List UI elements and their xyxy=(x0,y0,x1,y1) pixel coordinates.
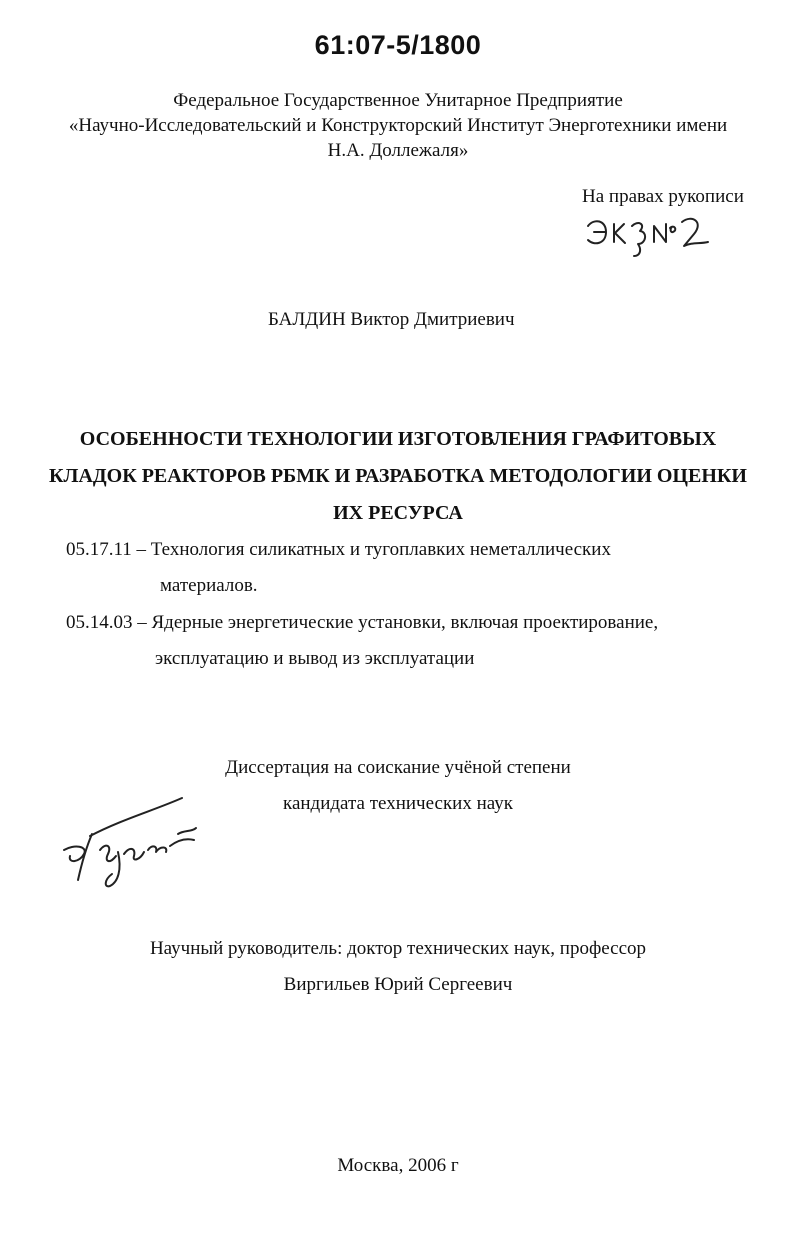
place-and-year: Москва, 2006 г xyxy=(337,1155,459,1176)
institution-line-1: Федеральное Государственное Унитарное Предприятие xyxy=(173,90,623,111)
title-line-3: ИХ РЕСУРСА xyxy=(333,502,463,524)
call-number: 61:07-5/1800 xyxy=(314,30,482,60)
specialty-2-code: 05.14.03 – Ядерные энергетические установки, включая проектирование, xyxy=(66,612,659,633)
supervisor-line-2: Виргильев Юрий Сергеевич xyxy=(283,974,513,995)
title-line-2: КЛАДОК РЕАКТОРОВ РБМК И РАЗРАБОТКА МЕТОДОЛОГИИ ОЦЕНКИ xyxy=(49,465,747,487)
specialty-2-continuation: эксплуатацию и вывод из эксплуатации xyxy=(155,648,475,669)
institution-line-2: «Научно-Исследовательский и Конструкторский Институт Энерготехники имени xyxy=(68,115,728,136)
author-signature xyxy=(60,790,210,890)
title-line-1: ОСОБЕННОСТИ ТЕХНОЛОГИИ ИЗГОТОВЛЕНИЯ ГРАФИТОВЫХ xyxy=(79,428,717,450)
degree-line-2: кандидата технических наук xyxy=(283,793,513,814)
handwritten-copy-number xyxy=(582,212,712,260)
degree-line-1: Диссертация на соискание учёной степени xyxy=(225,757,571,778)
rights-notice: На правах рукописи xyxy=(582,186,744,207)
specialty-1-continuation: материалов. xyxy=(160,575,258,596)
specialty-1-code: 05.17.11 – Технология силикатных и тугоплавких неметаллических xyxy=(66,539,611,560)
author-name: БАЛДИН Виктор Дмитриевич xyxy=(268,309,515,330)
supervisor-line-1: Научный руководитель: доктор технических наук, профессор xyxy=(149,938,647,959)
institution-line-3: Н.А. Доллежаля» xyxy=(327,140,469,161)
